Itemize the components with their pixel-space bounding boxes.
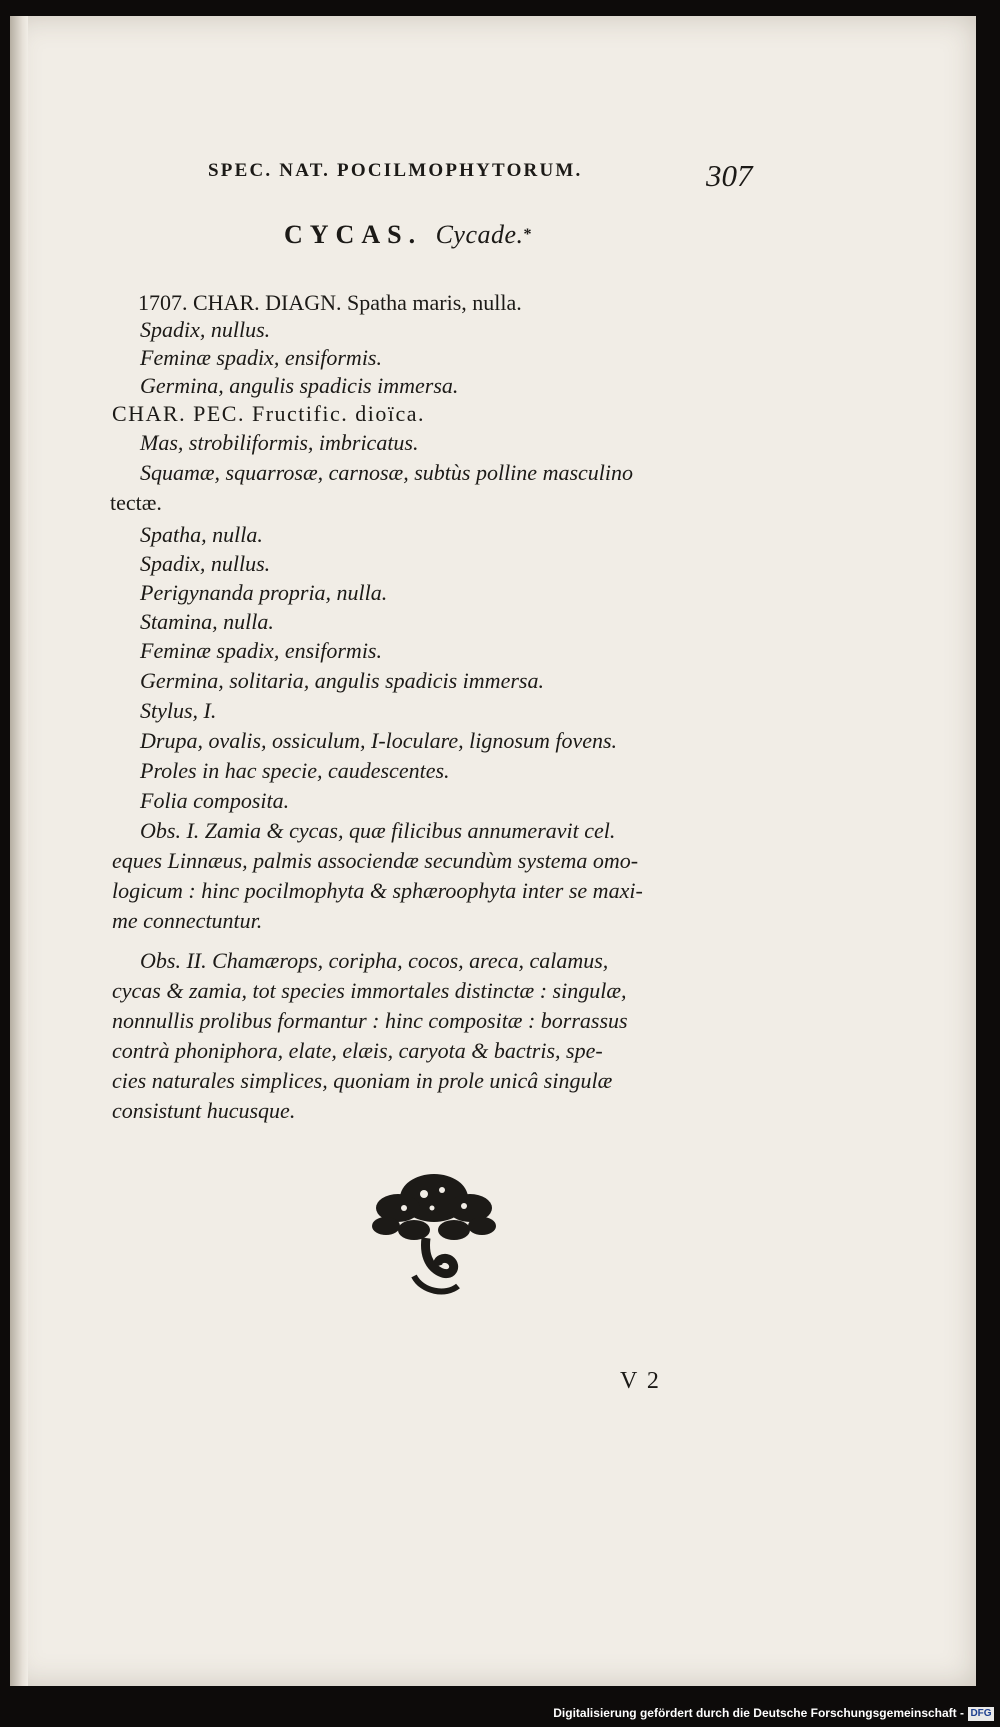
page-gutter-edge xyxy=(10,16,28,1686)
text-line: tectæ. xyxy=(110,490,162,515)
text-line: Folia composita. xyxy=(140,788,290,813)
text-line: me connectuntur. xyxy=(112,908,263,933)
text-line: Mas, strobiliformis, imbricatus. xyxy=(140,430,419,455)
text-line: Spadix, nullus. xyxy=(140,551,271,576)
genus-name: CYCAS. xyxy=(284,220,423,249)
dfg-logo: DFG xyxy=(968,1707,994,1721)
text-line: Drupa, ovalis, ossiculum, I-loculare, lignosum fovens. xyxy=(140,728,618,753)
text-line: Proles in hac specie, caudescentes. xyxy=(140,758,450,783)
page-number: 307 xyxy=(706,158,753,193)
vernacular-name: Cycade. xyxy=(435,220,524,249)
text-line: cies naturales simplices, quoniam in prole unicâ singulæ xyxy=(112,1068,613,1093)
floral-ornament xyxy=(366,1168,502,1302)
text-line: Spatha, nulla. xyxy=(140,522,263,547)
text-line: Stylus, I. xyxy=(140,698,217,723)
signature-mark: V 2 xyxy=(620,1368,661,1394)
text-line: Perigynanda propria, nulla. xyxy=(140,580,388,605)
text-line: Squamæ, squarrosæ, carnosæ, subtùs polline masculino xyxy=(140,460,634,485)
text-line: cycas & zamia, tot species immortales distinctæ : singulæ, xyxy=(112,978,627,1003)
text-line: Germina, solitaria, angulis spadicis immersa. xyxy=(140,668,544,693)
text-line: nonnullis prolibus formantur : hinc compositæ : borrassus xyxy=(112,1008,628,1033)
text-line: Feminæ spadix, ensiformis. xyxy=(140,638,382,663)
text-line: eques Linnæus, palmis associendæ secundùm systema omo- xyxy=(112,848,639,873)
footnote-mark: * xyxy=(523,226,539,243)
text-line: Feminæ spadix, ensiformis. xyxy=(140,345,382,370)
text-line: CHAR. PEC. Fructific. dioïca. xyxy=(112,401,425,426)
digitization-credit: Digitalisierung gefördert durch die Deutsche Forschungsgemeinschaft - xyxy=(553,1706,964,1720)
genus-title xyxy=(284,220,539,250)
text-line: Germina, angulis spadicis immersa. xyxy=(140,373,459,398)
running-head: SPEC. NAT. POCILMOPHYTORUM. xyxy=(208,160,583,181)
text-line: Obs. I. Zamia & cycas, quæ filicibus annumeravit cel. xyxy=(140,818,616,843)
footer-bar xyxy=(0,1697,1000,1727)
text-line: Spadix, nullus. xyxy=(140,317,271,342)
text-line: consistunt hucusque. xyxy=(112,1098,296,1123)
text-line: Obs. II. Chamærops, coripha, cocos, areca, calamus, xyxy=(140,948,609,973)
text-line: logicum : hinc pocilmophyta & sphæroophyta inter se maxi- xyxy=(112,878,643,903)
text-line: Stamina, nulla. xyxy=(140,609,274,634)
text-line: 1707. CHAR. DIAGN. Spatha maris, nulla. xyxy=(138,290,522,315)
text-line: contrà phoniphora, elate, elæis, caryota & bactris, spe- xyxy=(112,1038,603,1063)
